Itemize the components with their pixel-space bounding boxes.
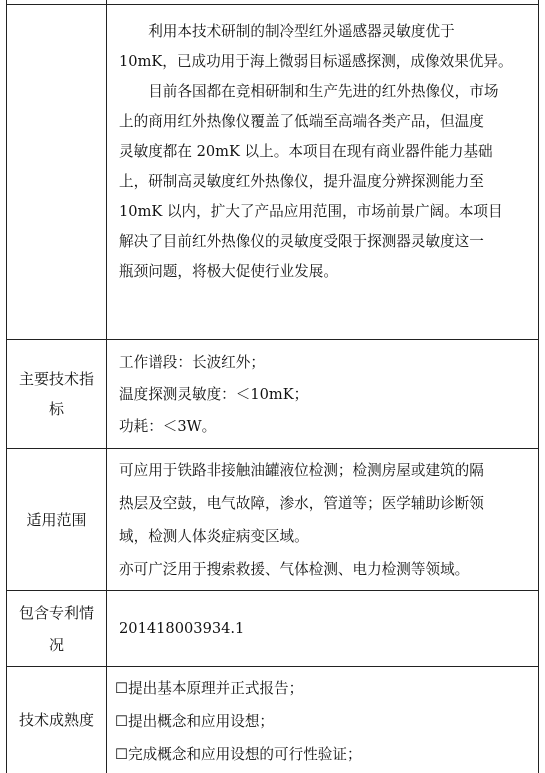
patent-content <box>107 591 538 666</box>
maturity-option: ☐提出概念和应用设想； <box>115 713 275 730</box>
text-line: 解决了目前红外热像仪的灵敏度受限于探测器灵敏度这一 <box>119 233 484 250</box>
scope-line: 热层及空鼓，电气故障，渗水，管道等；医学辅助诊断领 <box>119 495 484 512</box>
specs-label-line: 主要技术指 <box>18 370 94 388</box>
scope-label-text: 适用范围 <box>26 510 87 529</box>
text-line: 10mK，已成功用于海上微弱目标遥感探测，成像效果优异。 <box>119 53 513 70</box>
patent-label-line: 况 <box>48 635 64 654</box>
scope-line: 可应用于铁路非接触油罐液位检测；检测房屋或建筑的隔 <box>119 462 484 479</box>
patent-number: 201418003934.1 <box>119 619 245 637</box>
scope-line: 亦可广泛用于搜索救援、气体检测、电力检测等领域。 <box>119 561 470 578</box>
specs-content <box>107 347 538 447</box>
table-border-right <box>538 0 539 773</box>
spec-item: 工作谱段：长波红外； <box>119 354 265 371</box>
maturity-label <box>7 667 106 773</box>
spec-item: 功耗：＜3W。 <box>119 418 217 435</box>
text-line: 上，研制高灵敏度红外热像仪，提升温度分辨探测能力至 <box>119 173 484 190</box>
specs-label <box>7 340 106 448</box>
patent-label-line: 包含专利情 <box>18 603 94 622</box>
text-line: 灵敏度都在 20mK 以上。本项目在现有商业器件能力基础 <box>119 143 493 160</box>
intro-content-cell <box>107 17 538 339</box>
scope-content <box>107 454 538 590</box>
maturity-content <box>107 672 538 773</box>
maturity-option: ☐提出基本原理并正式报告； <box>115 680 304 697</box>
text-line: 目前各国都在竞相研制和生产先进的红外热像仪，市场 <box>148 83 499 100</box>
intro-label-cell <box>7 5 106 339</box>
intro-paragraph-1 <box>119 17 526 77</box>
intro-paragraph-2 <box>119 77 526 287</box>
text-line: 上的商用红外热像仪覆盖了低端至高端各类产品，但温度 <box>119 113 484 130</box>
text-line: 利用本技术研制的制冷型红外遥感器灵敏度优于 <box>148 23 455 40</box>
scope-label <box>7 449 106 590</box>
text-line: 瓶颈问题，将极大促使行业发展。 <box>119 263 338 280</box>
maturity-label-text: 技术成熟度 <box>18 711 94 729</box>
patent-label <box>7 591 106 666</box>
specs-label-line: 标 <box>48 400 64 418</box>
text-line: 10mK 以内，扩大了产品应用范围，市场前景广阔。本项目 <box>119 203 503 220</box>
maturity-option: ☐完成概念和应用设想的可行性验证； <box>115 746 362 763</box>
scope-line: 域，检测人体炎症病变区域。 <box>119 528 309 545</box>
spec-item: 温度探测灵敏度：＜10mK； <box>119 386 309 403</box>
